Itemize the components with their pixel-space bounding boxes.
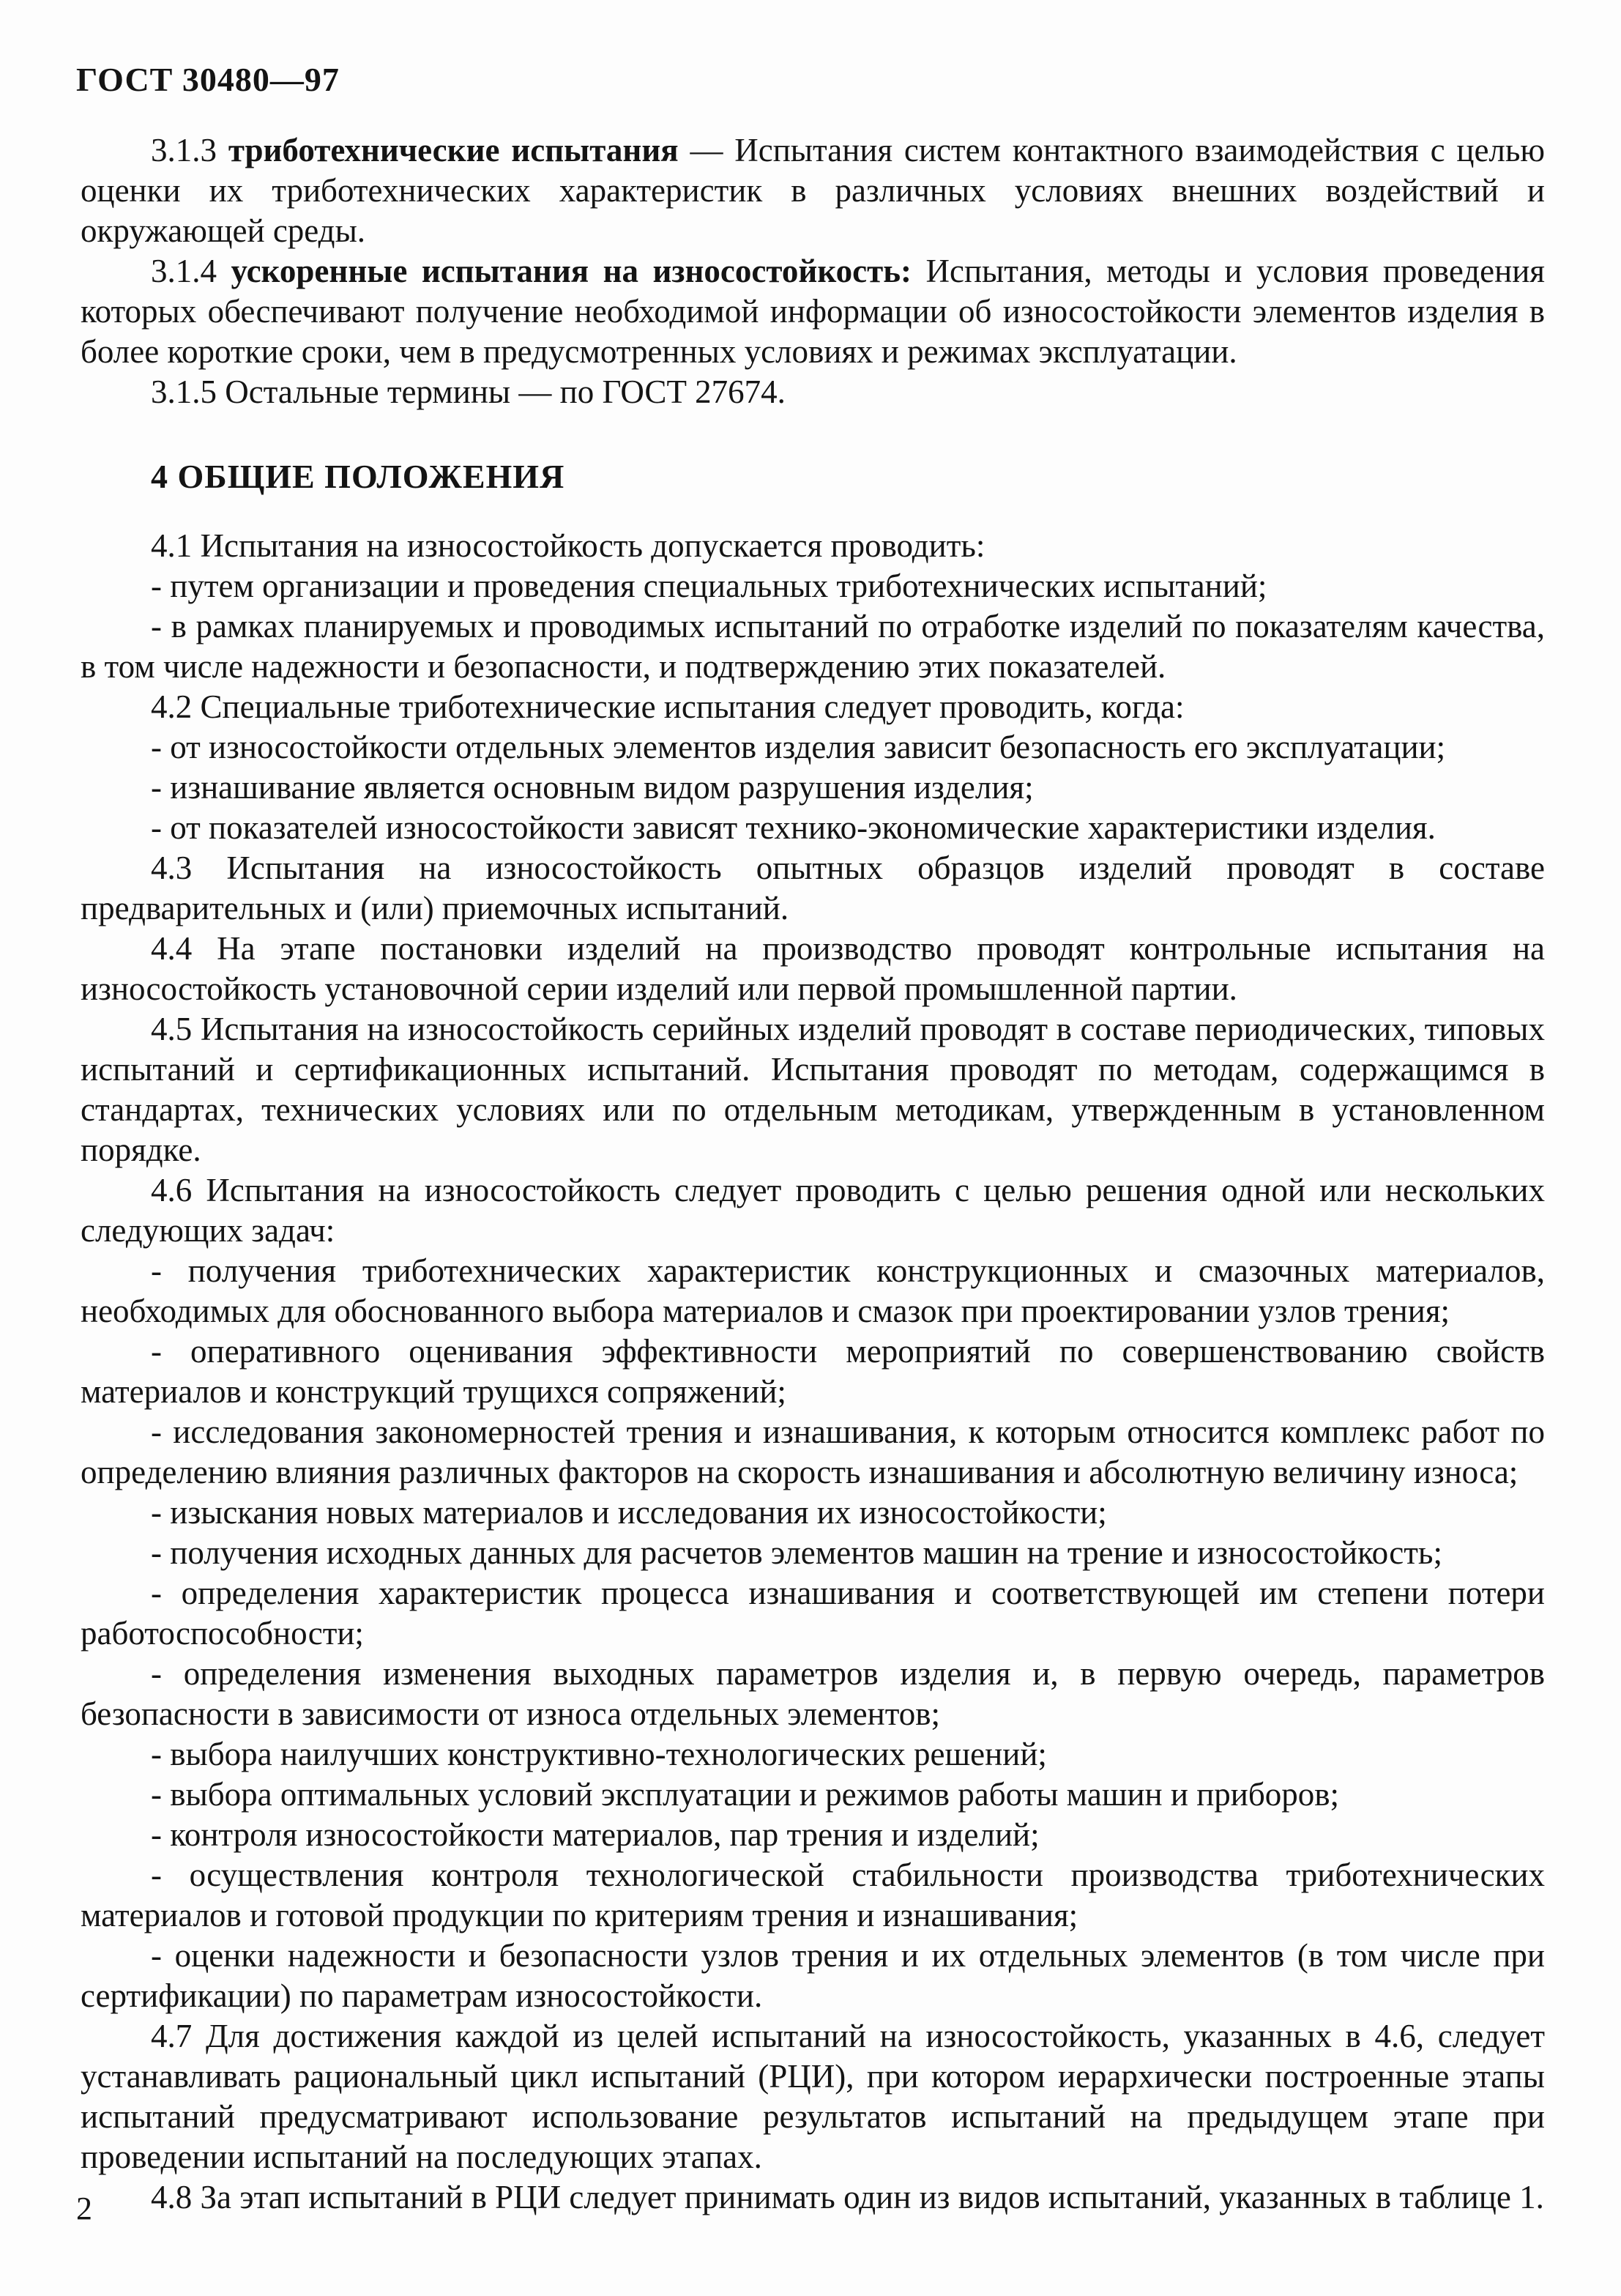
- definition-number: 3.1.5: [151, 374, 217, 410]
- page-number: 2: [76, 2191, 92, 2226]
- list-item: - от показателей износостойкости зависят технико-экономические характеристики изделия.: [151, 809, 1436, 846]
- list-item: - выбора наилучших конструктивно-технологических решений;: [151, 1736, 1047, 1772]
- section-title: 4 ОБЩИЕ ПОЛОЖЕНИЯ: [151, 458, 565, 495]
- definition-text: Остальные термины — по ГОСТ 27674.: [217, 374, 786, 410]
- definition-text: — Испытания систем контактного взаимодействия с целью оценки их триботехнических характеристик в различных условиях внешних воздействий и окружающей среды.: [81, 132, 1546, 249]
- paragraph-4-8: 4.8 За этап испытаний в РЦИ следует принимать один из видов испытаний, указанных в таблице 1.: [151, 2179, 1544, 2215]
- definition-number: 3.1.3: [151, 132, 217, 168]
- definition-term: ускоренные испытания на износостойкость:: [231, 253, 912, 289]
- definition-3-1-3: [81, 130, 1545, 251]
- paragraph-4-7: 4.7 Для достижения каждой из целей испытаний на износостойкость, указанных в 4.6, следует устанавливать рациональный цикл испытаний (РЦИ), при котором иерархически построенные этапы испытаний предусматривают использование результатов испытаний на предыдущем этапе при проведении испытаний на последующих этапах.: [81, 2018, 1545, 2175]
- definition-3-1-4: [81, 251, 1545, 372]
- list-item: - получения триботехнических характеристик конструкционных и смазочных материалов, необходимых для обоснованного выбора материалов и смазок при проектировании узлов трения;: [81, 1252, 1545, 1329]
- list-item: - выбора оптимальных условий эксплуатации и режимов работы машин и приборов;: [151, 1776, 1340, 1813]
- list-item: - путем организации и проведения специальных триботехнических испытаний;: [151, 568, 1267, 604]
- document-header: ГОСТ 30480—97: [76, 61, 340, 98]
- definition-3-1-5: [81, 372, 1545, 412]
- definition-number: 3.1.4: [151, 253, 217, 289]
- paragraph-4-2: 4.2 Специальные триботехнические испытания следует проводить, когда:: [151, 688, 1185, 725]
- list-item: - изыскания новых материалов и исследования их износостойкости;: [151, 1494, 1107, 1531]
- document-body: [81, 130, 1545, 2218]
- definition-text: Испытания, методы и условия проведения которых обеспечивают получение необходимой информации об износостойкости элементов изделия в более короткие сроки, чем в предусмотренных условиях и режимах эксплуатации.: [81, 253, 1545, 370]
- list-item: - оперативного оценивания эффективности мероприятий по совершенствованию свойств материалов и конструкций трущихся сопряжений;: [81, 1333, 1545, 1410]
- list-item: - исследования закономерностей трения и изнашивания, к которым относится комплекс работ по определению влияния различных факторов на скорость изнашивания и абсолютную величину износа;: [81, 1413, 1545, 1490]
- list-item: - определения характеристик процесса изнашивания и соответствующей им степени потери работоспособности;: [81, 1575, 1545, 1652]
- paragraph-4-6: 4.6 Испытания на износостойкость следует проводить с целью решения одной или нескольких следующих задач:: [81, 1172, 1545, 1249]
- list-item: - осуществления контроля технологической стабильности производства триботехнических материалов и готовой продукции по критериям трения и изнашивания;: [81, 1857, 1545, 1933]
- paragraph-4-1: 4.1 Испытания на износостойкость допускается проводить:: [151, 527, 985, 564]
- list-item: - оценки надежности и безопасности узлов трения и их отдельных элементов (в том числе при сертификации) по параметрам износостойкости.: [81, 1937, 1545, 2014]
- paragraph-4-6-list: [81, 1251, 1545, 2016]
- list-item: - в рамках планируемых и проводимых испытаний по отработке изделий по показателям качества, в том числе надежности и безопасности, и подтверждению этих показателей.: [81, 608, 1545, 685]
- paragraph-4-5: 4.5 Испытания на износостойкость серийных изделий проводят в составе периодических, типовых испытаний и сертификационных испытаний. Испытания проводят по методам, содержащимся в стандартах, технических условиях или по отдельным методикам, утвержденным в установленном порядке.: [81, 1011, 1545, 1168]
- list-item: - определения изменения выходных параметров изделия и, в первую очередь, параметров безопасности в зависимости от износа отдельных элементов;: [81, 1655, 1545, 1732]
- definition-term: триботехнические испытания: [228, 132, 679, 168]
- list-item: - изнашивание является основным видом разрушения изделия;: [151, 769, 1034, 806]
- paragraph-4-3: 4.3 Испытания на износостойкость опытных образцов изделий проводят в составе предварительных и (или) приемочных испытаний.: [81, 850, 1545, 926]
- paragraph-4-4: 4.4 На этапе постановки изделий на производство проводят контрольные испытания на износостойкость установочной серии изделий или первой промышленной партии.: [81, 930, 1545, 1007]
- list-item: - контроля износостойкости материалов, пар трения и изделий;: [151, 1816, 1040, 1853]
- list-item: - от износостойкости отдельных элементов изделия зависит безопасность его эксплуатации;: [151, 729, 1446, 765]
- list-item: - получения исходных данных для расчетов элементов машин на трение и износостойкость;: [151, 1534, 1442, 1571]
